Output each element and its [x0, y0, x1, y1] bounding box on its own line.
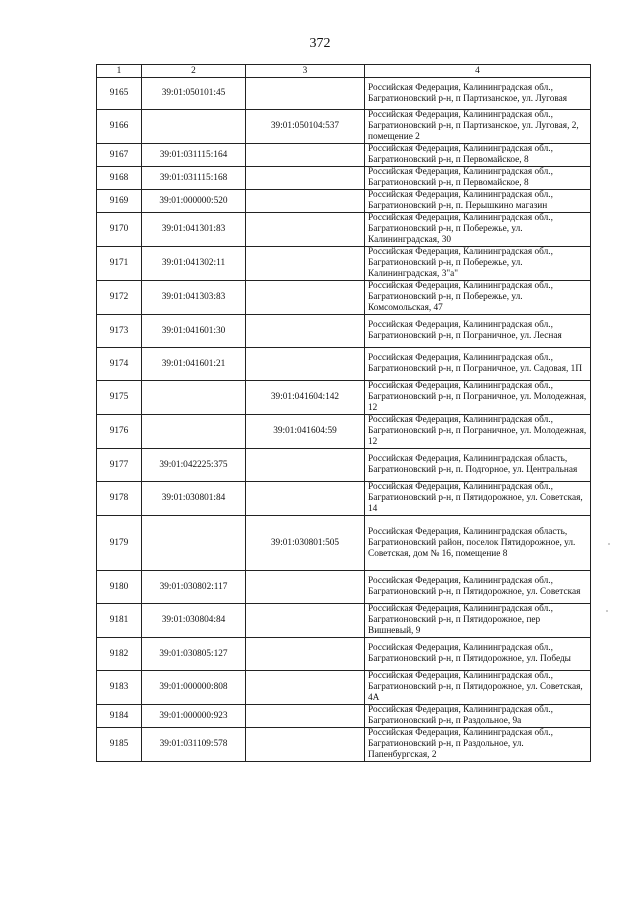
address: Российская Федерация, Калининградская обл., Багратионовский р-н, п Раздольное, 9а: [365, 705, 591, 728]
address: Российская Федерация, Калининградская обл., Багратионовский р-н, п Пятидорожное, ул. Советская: [365, 571, 591, 604]
address: Российская Федерация, Калининградская обл., Багратионовский р-н, п Пограничное, ул. Лесная: [365, 315, 591, 348]
building-cadastral-number: [246, 78, 365, 110]
land-cadastral-number: [142, 516, 246, 571]
building-cadastral-number: [246, 638, 365, 671]
table-header: [97, 65, 591, 78]
row-number: 9169: [97, 190, 142, 213]
table-row: [97, 705, 591, 728]
row-number: 9170: [97, 213, 142, 247]
table-row: [97, 144, 591, 167]
building-cadastral-number: [246, 144, 365, 167]
building-cadastral-number: [246, 167, 365, 190]
address: Российская Федерация, Калининградская обл., Багратионовский р-н, п Раздольное, ул. Папенбургская, 2: [365, 728, 591, 762]
registry-table: [96, 64, 591, 762]
address: Российская Федерация, Калининградская обл., Багратионовский р-н, п Пятидорожное, ул. Победы: [365, 638, 591, 671]
land-cadastral-number: [142, 110, 246, 144]
table-row: [97, 571, 591, 604]
building-cadastral-number: [246, 671, 365, 705]
row-number: 9167: [97, 144, 142, 167]
land-cadastral-number: 39:01:031115:168: [142, 167, 246, 190]
address: Российская Федерация, Калининградская обл., Багратионовский р-н, п Партизанское, ул. Луговая, 2, помещение 2: [365, 110, 591, 144]
header-col-2: 2: [142, 65, 246, 78]
land-cadastral-number: 39:01:042225:375: [142, 449, 246, 482]
table-row: [97, 247, 591, 281]
building-cadastral-number: [246, 247, 365, 281]
land-cadastral-number: 39:01:041302:11: [142, 247, 246, 281]
row-number: 9173: [97, 315, 142, 348]
table-row: [97, 638, 591, 671]
table-row: [97, 415, 591, 449]
row-number: 9183: [97, 671, 142, 705]
row-number: 9168: [97, 167, 142, 190]
land-cadastral-number: 39:01:030804:84: [142, 604, 246, 638]
table-row: [97, 281, 591, 315]
row-number: 9171: [97, 247, 142, 281]
address: Российская Федерация, Калининградская обл., Багратионовский р-н, п Пятидорожное, ул. Советская, 14: [365, 482, 591, 516]
building-cadastral-number: [246, 190, 365, 213]
row-number: 9176: [97, 415, 142, 449]
table-row: [97, 315, 591, 348]
row-number: 9166: [97, 110, 142, 144]
row-number: 9180: [97, 571, 142, 604]
table-row: [97, 482, 591, 516]
building-cadastral-number: 39:01:050104:537: [246, 110, 365, 144]
land-cadastral-number: 39:01:041601:30: [142, 315, 246, 348]
land-cadastral-number: 39:01:000000:808: [142, 671, 246, 705]
building-cadastral-number: [246, 728, 365, 762]
table-body: [97, 78, 591, 762]
row-number: 9179: [97, 516, 142, 571]
building-cadastral-number: [246, 281, 365, 315]
land-cadastral-number: [142, 381, 246, 415]
header-col-1: 1: [97, 65, 142, 78]
land-cadastral-number: 39:01:031109:578: [142, 728, 246, 762]
address: Российская Федерация, Калининградская область, Багратионовский район, поселок Пятидорожное, ул. Советская, дом № 16, помещение 8: [365, 516, 591, 571]
address: Российская Федерация, Калининградская обл., Багратионовский р-н, п Пограничное, ул. Садовая, 1П: [365, 348, 591, 381]
table-row: [97, 167, 591, 190]
land-cadastral-number: 39:01:000000:520: [142, 190, 246, 213]
row-number: 9178: [97, 482, 142, 516]
address: Российская Федерация, Калининградская обл., Багратионовский р-н, п Первомайское, 8: [365, 167, 591, 190]
land-cadastral-number: 39:01:041301:83: [142, 213, 246, 247]
address: Российская Федерация, Калининградская обл., Багратионовский р-н, п. Перышкино магазин: [365, 190, 591, 213]
land-cadastral-number: 39:01:030805:127: [142, 638, 246, 671]
building-cadastral-number: [246, 604, 365, 638]
table-row: [97, 348, 591, 381]
address: Российская Федерация, Калининградская обл., Багратионовский р-н, п Первомайское, 8: [365, 144, 591, 167]
table-row: [97, 728, 591, 762]
land-cadastral-number: 39:01:050101:45: [142, 78, 246, 110]
land-cadastral-number: 39:01:041601:21: [142, 348, 246, 381]
address: Российская Федерация, Калининградская обл., Багратионовский р-н, п Побережье, ул. Калининградская, 30: [365, 213, 591, 247]
address: Российская Федерация, Калининградская область, Багратионовский р-н, п. Подгорное, ул. Центральная: [365, 449, 591, 482]
row-number: 9185: [97, 728, 142, 762]
table-row: [97, 213, 591, 247]
scan-speck: [606, 610, 608, 612]
table-header-row: [97, 65, 591, 78]
address: Российская Федерация, Калининградская обл., Багратионовский р-н, п Пограничное, ул. Молодежная, 12: [365, 415, 591, 449]
building-cadastral-number: [246, 571, 365, 604]
address: Российская Федерация, Калининградская обл., Багратионовский р-н, п Пятидорожное, ул. Советская, 4А: [365, 671, 591, 705]
table-row: [97, 110, 591, 144]
land-cadastral-number: 39:01:030802:117: [142, 571, 246, 604]
building-cadastral-number: 39:01:041604:142: [246, 381, 365, 415]
row-number: 9165: [97, 78, 142, 110]
row-number: 9181: [97, 604, 142, 638]
land-cadastral-number: 39:01:000000:923: [142, 705, 246, 728]
page-number: 372: [309, 36, 331, 51]
row-number: 9182: [97, 638, 142, 671]
table-row: [97, 449, 591, 482]
table-row: [97, 671, 591, 705]
building-cadastral-number: [246, 213, 365, 247]
row-number: 9175: [97, 381, 142, 415]
address: Российская Федерация, Калининградская обл., Багратионовский р-н, п Побережье, ул. Комсомольская, 47: [365, 281, 591, 315]
address: Российская Федерация, Калининградская обл., Багратионовский р-н, п Пятидорожное, пер Вишневый, 9: [365, 604, 591, 638]
building-cadastral-number: [246, 348, 365, 381]
table-row: [97, 516, 591, 571]
address: Российская Федерация, Калининградская обл., Багратионовский р-н, п Партизанское, ул. Луговая: [365, 78, 591, 110]
building-cadastral-number: 39:01:030801:505: [246, 516, 365, 571]
table-row: [97, 604, 591, 638]
address: Российская Федерация, Калининградская обл., Багратионовский р-н, п Пограничное, ул. Молодежная, 12: [365, 381, 591, 415]
building-cadastral-number: [246, 315, 365, 348]
table-row: [97, 381, 591, 415]
land-cadastral-number: 39:01:030801:84: [142, 482, 246, 516]
row-number: 9174: [97, 348, 142, 381]
building-cadastral-number: 39:01:041604:59: [246, 415, 365, 449]
building-cadastral-number: [246, 705, 365, 728]
address: Российская Федерация, Калининградская обл., Багратионовский р-н, п Побережье, ул. Калининградская, 3"а": [365, 247, 591, 281]
building-cadastral-number: [246, 449, 365, 482]
land-cadastral-number: 39:01:041303:83: [142, 281, 246, 315]
row-number: 9172: [97, 281, 142, 315]
table-row: [97, 190, 591, 213]
row-number: 9177: [97, 449, 142, 482]
header-col-3: 3: [246, 65, 365, 78]
row-number: 9184: [97, 705, 142, 728]
header-col-4: 4: [365, 65, 591, 78]
scan-speck: [608, 543, 610, 545]
land-cadastral-number: [142, 415, 246, 449]
building-cadastral-number: [246, 482, 365, 516]
land-cadastral-number: 39:01:031115:164: [142, 144, 246, 167]
table-row: [97, 78, 591, 110]
